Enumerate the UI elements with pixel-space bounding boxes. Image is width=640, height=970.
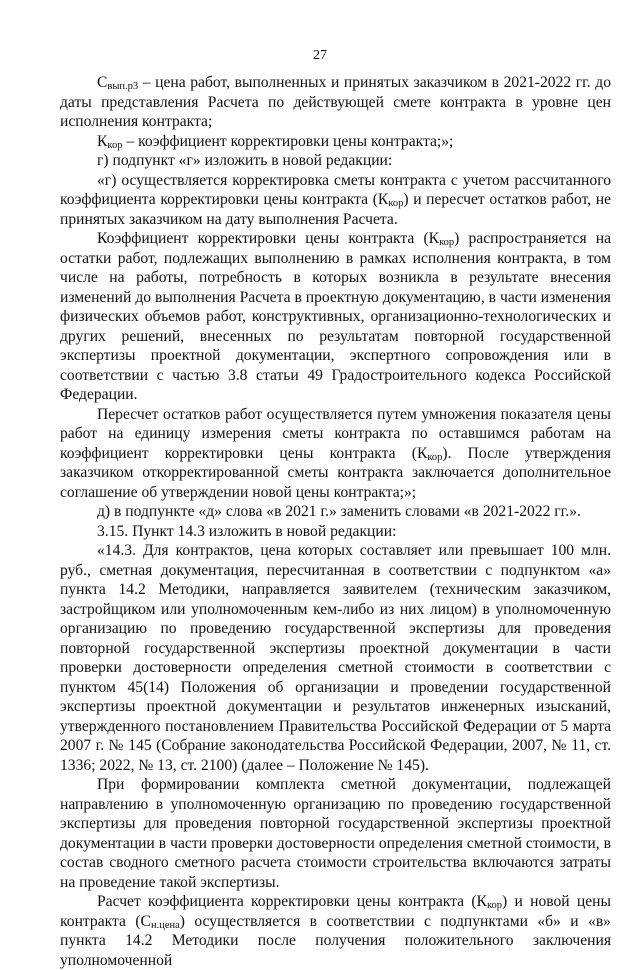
paragraph — [60, 132, 611, 152]
paragraph — [60, 502, 611, 522]
paragraph-text: Пересчет остатков работ осуществляется путем умножения показателя цены работ на единицу измерения сметы контракта по оставшимся работам на коэффициент корректировки цены контракта (К — [60, 405, 611, 462]
paragraph-text: – коэффициент корректировки цены контракта;»; — [122, 132, 454, 150]
subscript: вып.р3 — [107, 81, 139, 92]
paragraph — [60, 522, 611, 542]
subscript: кор — [486, 900, 503, 911]
paragraph-text: ) осуществляется в соответствии с подпунктами «б» и «в» пункта 14.2 Методики после получения положительного заключения уполномоченной — [60, 912, 611, 969]
subscript: кор — [439, 237, 455, 248]
paragraph — [60, 171, 611, 230]
paragraph-text: При формировании комплекта сметной документации, подлежащей направлению в уполномоченную организацию по проведению государственной экспертизы для проведения повторной государственной экспертизы проектной документации в части проверки достоверности определения сметной стоимости, в состав сводного сметного расчета стоимости строительства включаются затраты на проведение такой экспертизы. — [60, 776, 611, 891]
subscript: н.цена — [150, 919, 180, 931]
paragraph-text: д) в подпункте «д» слова «в 2021 г.» заменить словами «в 2021-2022 гг.». — [97, 503, 581, 520]
paragraph-text: ) и пересчет остатков работ, не принятых заказчиком на дату выполнения Расчета. — [60, 191, 611, 228]
paragraph-text: «14.3. Для контрактов, цена которых составляет или превышает 100 млн. руб., сметная документация, пересчитанная в соответствии с подпунктом «а» пункта 14.2 Методики, направляется заявителем (техническим заказчиком, застройщиком или уполномоченным кем-либо из них лицом) в уполномоченную организацию по проведению государственной экспертизы для проведения повторной государственной экспертизы проектной документации в части проверки достоверности определения сметной стоимости в соответствии с пунктом 45(14) Положения об организации и проведении государственной экспертизы проектной документации и результатов инженерных изысканий, утвержденного постановлением Правительства Российской Федерации от 5 марта 2007 г. № 145 (Собрание законодательства Российской Федерации, 2007, № 11, ст. 1336; 2022, № 13, ст. 2100) (далее – Положение № 145). — [60, 542, 611, 774]
paragraph-text: Коэффициент корректировки цены контракта (К — [97, 230, 440, 247]
paragraph-text: ) и новой цены контракта (С — [60, 893, 611, 930]
paragraph-text: «г) осуществляется корректировка сметы контракта с учетом рассчитанного коэффициента корректировки цены контракта (К — [60, 171, 611, 208]
paragraph — [60, 151, 611, 171]
document-body — [60, 73, 611, 970]
subscript: кор — [388, 198, 404, 209]
paragraph-text: ) распространяется на остатки работ, подлежащих выполнению в рамках исполнения контракта, в том числе на работы, потребность в которых возникла в результате внесения изменений до выполнения Расчета в проектную документацию, в части изменения физических объемов работ, конструктивных, организационно-технологических и других решений, внесенных по результатам повторной государственной экспертизы проектной документации, экспертного сопровождения или в соответствии с частью 3.8 статьи 49 Градостроительного кодекса Российской Федерации. — [60, 230, 612, 403]
paragraph — [60, 73, 611, 132]
paragraph — [60, 541, 611, 775]
subscript: кор — [427, 451, 443, 463]
paragraph-text: Расчет коэффициента корректировки цены контракта (К — [97, 893, 487, 910]
paragraph-text: 3.15. Пункт 14.3 изложить в новой редакции: — [97, 522, 397, 540]
paragraph — [60, 892, 611, 970]
subscript: кор — [107, 139, 123, 151]
paragraph-text: – цена работ, выполненных и принятых заказчиком в 2021-2022 гг. до даты представления Расчета по действующей смете контракта в уровне цен исполнения контракта; — [60, 74, 611, 130]
paragraph-text: К — [97, 132, 108, 150]
paragraph-text: г) подпункт «г» изложить в новой редакции: — [97, 152, 393, 169]
paragraph — [60, 775, 611, 892]
paragraph-text: ). После утверждения заказчиком откорректированной сметы контракта заключается дополнительное соглашение об утверждении новой цены контракта;»; — [60, 444, 611, 501]
paragraph — [60, 405, 611, 503]
paragraph — [60, 229, 611, 405]
paragraph-text: С — [97, 74, 108, 91]
page-number: 27 — [313, 48, 327, 63]
